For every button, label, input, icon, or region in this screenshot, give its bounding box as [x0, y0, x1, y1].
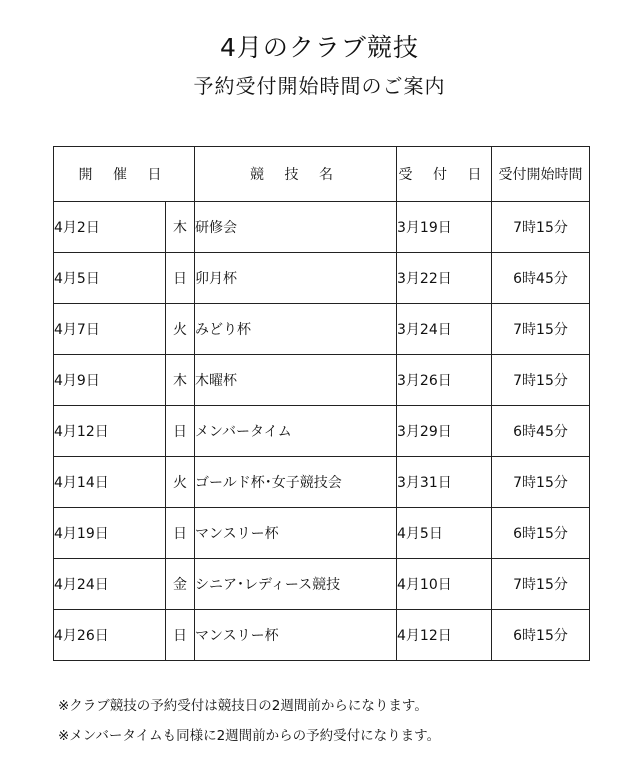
- cell-date: 4月7日: [54, 304, 166, 355]
- cell-day: 火: [166, 457, 195, 508]
- cell-event: マンスリー杯: [195, 610, 397, 661]
- table-row: [54, 253, 590, 304]
- table-row: [54, 355, 590, 406]
- table-row: [54, 508, 590, 559]
- cell-event: 木曜杯: [195, 355, 397, 406]
- cell-date: 4月19日: [54, 508, 166, 559]
- cell-date: 4月5日: [54, 253, 166, 304]
- cell-day: 日: [166, 508, 195, 559]
- cell-start-time: 7時15分: [492, 457, 590, 508]
- cell-date: 4月9日: [54, 355, 166, 406]
- cell-event: みどり杯: [195, 304, 397, 355]
- cell-day: 日: [166, 253, 195, 304]
- cell-event: シニア･レディース競技: [195, 559, 397, 610]
- cell-day: 日: [166, 610, 195, 661]
- table-row: [54, 457, 590, 508]
- cell-start-time: 7時15分: [492, 304, 590, 355]
- cell-start-time: 7時15分: [492, 559, 590, 610]
- header-reception: 受 付 日: [397, 147, 492, 202]
- cell-day: 木: [166, 202, 195, 253]
- cell-day: 木: [166, 355, 195, 406]
- cell-event: ゴールド杯･女子競技会: [195, 457, 397, 508]
- cell-event: マンスリー杯: [195, 508, 397, 559]
- cell-start-time: 6時45分: [492, 406, 590, 457]
- table-row: [54, 406, 590, 457]
- table-row: [54, 610, 590, 661]
- cell-reception: 3月29日: [397, 406, 492, 457]
- cell-reception: 4月10日: [397, 559, 492, 610]
- cell-reception: 3月22日: [397, 253, 492, 304]
- table-row: [54, 202, 590, 253]
- cell-event: メンバータイム: [195, 406, 397, 457]
- cell-event: 研修会: [195, 202, 397, 253]
- cell-day: 金: [166, 559, 195, 610]
- cell-event: 卯月杯: [195, 253, 397, 304]
- cell-start-time: 7時15分: [492, 355, 590, 406]
- header-date: 開 催 日: [54, 147, 195, 202]
- cell-day: 火: [166, 304, 195, 355]
- footnote: ※メンバータイムも同様に2週間前からの予約受付になります。: [58, 728, 441, 744]
- page-title: 4月のクラブ競技: [220, 33, 419, 62]
- cell-date: 4月12日: [54, 406, 166, 457]
- cell-date: 4月24日: [54, 559, 166, 610]
- cell-start-time: 7時15分: [492, 202, 590, 253]
- cell-reception: 3月26日: [397, 355, 492, 406]
- cell-reception: 4月5日: [397, 508, 492, 559]
- header-start-time: 受付開始時間: [492, 147, 590, 202]
- cell-start-time: 6時15分: [492, 508, 590, 559]
- page-subtitle: 予約受付開始時間のご案内: [193, 74, 446, 98]
- table-row: [54, 559, 590, 610]
- footnote: ※クラブ競技の予約受付は競技日の2週間前からになります。: [58, 698, 428, 714]
- cell-start-time: 6時15分: [492, 610, 590, 661]
- cell-reception: 3月19日: [397, 202, 492, 253]
- cell-day: 日: [166, 406, 195, 457]
- table-row: [54, 304, 590, 355]
- cell-reception: 3月24日: [397, 304, 492, 355]
- cell-start-time: 6時45分: [492, 253, 590, 304]
- cell-reception: 3月31日: [397, 457, 492, 508]
- schedule-table: [53, 146, 590, 661]
- cell-reception: 4月12日: [397, 610, 492, 661]
- header-event: 競 技 名: [195, 147, 397, 202]
- cell-date: 4月26日: [54, 610, 166, 661]
- cell-date: 4月2日: [54, 202, 166, 253]
- table-header-row: [54, 147, 590, 202]
- cell-date: 4月14日: [54, 457, 166, 508]
